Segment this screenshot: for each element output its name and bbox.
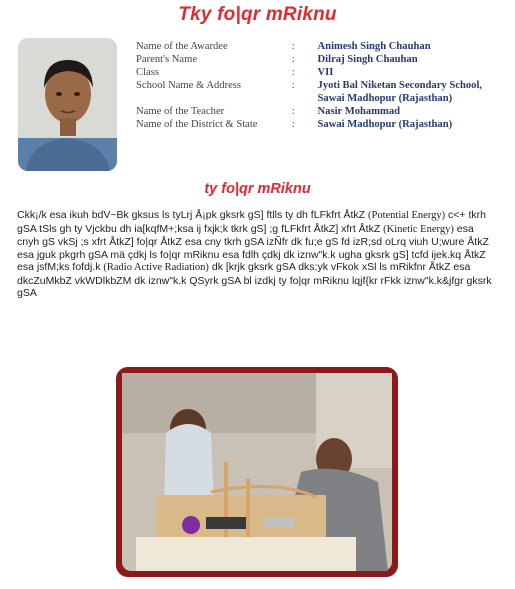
page-title: Tky fo|qr mRiknu bbox=[178, 4, 337, 25]
detail-label: School Name & Address bbox=[136, 80, 242, 91]
detail-row-class bbox=[136, 66, 506, 79]
paragraph-text: esa cnyh gS vkSj ;s xfrt ÅtkZ] fo|qr ÅtkZ esa cny tkrh gSA izÑfr dk fu;e gS fd izR;sd oLrq viuh U;wure ÅtkZ esa jguk pkgrh gSA mä çdkj ls fo|qr mRiknu esa fdlh çdkj dk iznw"k.k ugha gksrk gS] tcfd ijek.kq ÅtkZ esa jsfM;ks fofdj.k bbox=[17, 222, 489, 273]
paragraph-english-term: (Potential Energy) bbox=[368, 210, 446, 221]
paragraph-text: Ckk¡/k esa ikuh bdV~Bk gksus ls tyLrj Å¡pk gksrk gS] ftlls ty dh fLFkfrt ÅtkZ bbox=[17, 209, 366, 221]
detail-colon: : bbox=[291, 41, 295, 52]
detail-label: Class bbox=[136, 67, 159, 78]
paragraph-text: c<+ tkrh gSA tSls gh ty Vjckbu dh ia[kqfM+;ksa ij fxjk;k tkrk gS] ;g fLFkfrt ÅtkZ] xfrt ÅtkZ bbox=[17, 209, 486, 235]
detail-label: Name of the Awardee bbox=[136, 41, 228, 52]
detail-value: Jyoti Bal Niketan Secondary School, Sawai Madhopur (Rajasthan) bbox=[317, 80, 483, 104]
awardee-details bbox=[136, 40, 506, 131]
detail-row-teacher bbox=[136, 105, 506, 118]
paragraph-english-term: (Kinetic Energy) bbox=[383, 223, 454, 235]
paragraph-text: dk [krjk gksrk gSA dks;yk vFkok xSl ls mRikfnr ÅtkZ esa dkcZuMkbZ vkWDlkbZM dk iznw"k.k QSyrk gSA bl izdkj ty fo|qr mRiknu lqjf{kr rFkk iznw"k.k&jfgr gksrk gSA bbox=[17, 261, 492, 299]
paragraph-english-term: (Radio Active Radiation) bbox=[103, 262, 209, 273]
detail-colon: : bbox=[291, 80, 295, 91]
detail-row-awardee bbox=[136, 40, 506, 53]
detail-colon: : bbox=[291, 119, 295, 130]
detail-label: Parent's Name bbox=[136, 54, 198, 65]
detail-value: Animesh Singh Chauhan bbox=[317, 41, 431, 52]
detail-label: Name of the Teacher bbox=[136, 106, 225, 117]
detail-colon: : bbox=[291, 67, 295, 78]
detail-colon: : bbox=[291, 54, 295, 65]
detail-value: Sawai Madhopur (Rajasthan) bbox=[317, 119, 453, 130]
project-photo bbox=[116, 367, 398, 577]
section-subtitle: ty fo|qr mRiknu bbox=[204, 181, 311, 197]
description-paragraph bbox=[17, 209, 497, 300]
detail-row-parent bbox=[136, 53, 506, 66]
detail-row-school bbox=[136, 79, 506, 105]
detail-value: Nasir Mohammad bbox=[317, 106, 401, 117]
detail-label: Name of the District & State bbox=[136, 119, 258, 130]
awardee-photo bbox=[18, 38, 117, 171]
detail-row-district bbox=[136, 118, 506, 131]
detail-colon: : bbox=[291, 106, 295, 117]
detail-value: VII bbox=[317, 67, 334, 78]
detail-value: Dilraj Singh Chauhan bbox=[317, 54, 418, 65]
